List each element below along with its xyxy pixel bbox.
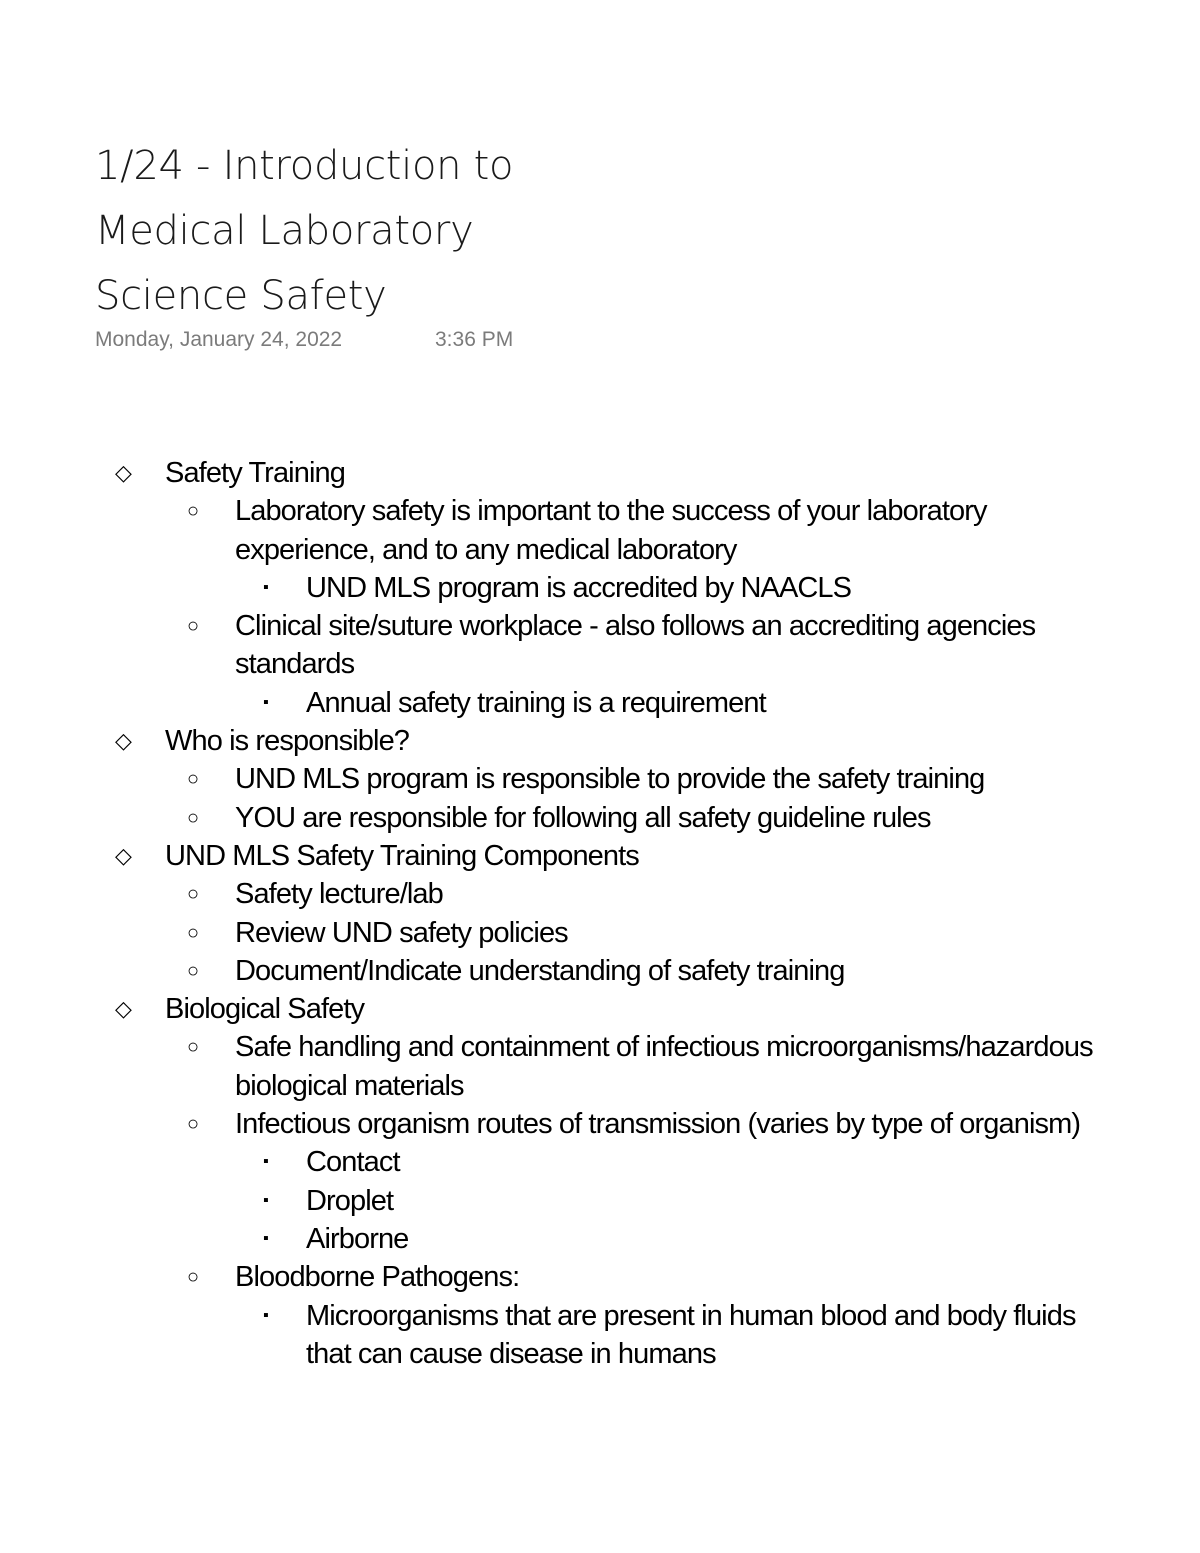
bullet-icon: ▪ — [263, 1306, 268, 1324]
note-text: YOU are responsible for following all safety guideline rules — [235, 801, 931, 834]
bullet-icon: ○ — [187, 500, 199, 523]
note-item-level-2 — [0, 952, 1200, 990]
notes-body — [0, 454, 1200, 1434]
note-text: Who is responsible? — [165, 725, 410, 758]
note-item-level-2 — [0, 1258, 1200, 1296]
note-item-level-2 — [0, 914, 1200, 952]
bullet-icon: ○ — [187, 883, 199, 906]
note-item-level-2 — [0, 760, 1200, 798]
note-text: UND MLS Safety Training Components — [165, 839, 639, 872]
note-text: Infectious organism routes of transmission (varies by type of organism) — [235, 1108, 1081, 1141]
bullet-icon: ◇ — [115, 996, 132, 1022]
bullet-icon: ▪ — [263, 1229, 268, 1247]
note-text: Safety Training — [165, 457, 345, 489]
bullet-icon: ○ — [187, 806, 199, 829]
bullet-icon: ◇ — [115, 728, 132, 754]
page-title-line: Medical Laboratory — [95, 208, 474, 254]
note-text: Microorganisms that are present in human blood and body fluids that can cause disease in humans — [306, 1299, 1076, 1370]
bullet-icon: ▪ — [263, 578, 268, 596]
note-item-level-3 — [0, 1220, 1200, 1258]
bullet-icon: ○ — [187, 768, 199, 791]
page-title-line: Science Safety — [95, 273, 387, 319]
note-text: Laboratory safety is important to the success of your laboratory experience, and to any medical laboratory — [235, 495, 987, 566]
page-title — [95, 134, 513, 329]
note-text: Safety lecture/lab — [235, 878, 443, 911]
note-item-level-3 — [0, 1297, 1200, 1374]
note-item-level-3 — [0, 1182, 1200, 1220]
note-item-level-1 — [0, 454, 1200, 492]
bullet-icon: ○ — [187, 1266, 199, 1289]
note-text: Review UND safety policies — [235, 916, 568, 949]
notes-outline — [0, 454, 1200, 1373]
note-item-level-1 — [0, 722, 1200, 760]
note-text: Bloodborne Pathogens: — [235, 1261, 520, 1294]
note-text: Biological Safety — [165, 993, 365, 1026]
note-text: Clinical site/suture workplace - also follows an accrediting agencies standards — [235, 610, 1036, 681]
bullet-icon: ○ — [187, 615, 199, 638]
note-text: Annual safety training is a requirement — [306, 686, 766, 719]
bullet-icon: ○ — [187, 1113, 199, 1136]
note-text: Safe handling and containment of infectious microorganisms/hazardous biological materials — [235, 1031, 1093, 1102]
note-text: UND MLS program is accredited by NAACLS — [306, 571, 852, 604]
note-item-level-2 — [0, 799, 1200, 837]
bullet-icon: ▪ — [263, 693, 268, 711]
note-item-level-3 — [0, 569, 1200, 607]
note-item-level-1 — [0, 837, 1200, 875]
note-text: Document/Indicate understanding of safety training — [235, 954, 845, 987]
note-item-level-2 — [0, 607, 1200, 684]
note-item-level-2 — [0, 1028, 1200, 1105]
note-text: Airborne — [306, 1222, 409, 1255]
bullet-icon: ▪ — [263, 1191, 268, 1209]
note-item-level-2 — [0, 492, 1200, 569]
note-item-level-2 — [0, 875, 1200, 913]
page-time: 3:36 PM — [435, 328, 514, 351]
page-title-line: 1/24 - Introduction to — [95, 143, 514, 189]
note-item-level-1 — [0, 990, 1200, 1028]
note-text: UND MLS program is responsible to provide the safety training — [235, 763, 985, 796]
bullet-icon: ○ — [187, 1036, 199, 1059]
note-text: Droplet — [306, 1184, 394, 1217]
bullet-icon: ○ — [187, 921, 199, 944]
bullet-icon: ◇ — [115, 842, 132, 868]
note-item-level-3 — [0, 684, 1200, 722]
bullet-icon: ○ — [187, 959, 199, 982]
note-item-level-3 — [0, 1143, 1200, 1181]
note-text: Contact — [306, 1146, 400, 1179]
note-item-level-2 — [0, 1105, 1200, 1143]
bullet-icon: ◇ — [115, 460, 132, 485]
page-date: Monday, January 24, 2022 — [95, 328, 343, 351]
bullet-icon: ▪ — [263, 1153, 268, 1171]
